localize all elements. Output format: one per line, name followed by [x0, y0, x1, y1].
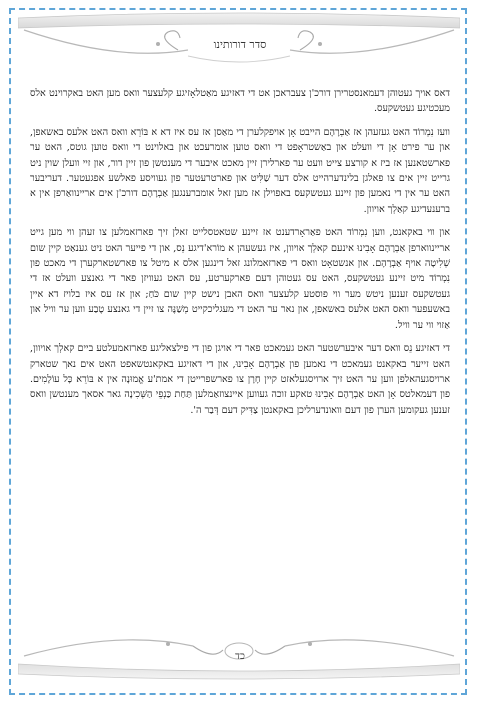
document-body — [30, 86, 450, 621]
paragraph: דאס אויך געטוהן דעמאנסטרירן דורכ'ן צעבראכן אט די דאזיגע מאַטלאָזיגע קלעצער וואס מען האט באקרוינט אלס מעכטיגע געטשקעס. — [30, 88, 450, 115]
page-number: כד — [235, 651, 245, 662]
paragraph: וועז נִמְרוֹד האט געזעהן אז אַבְרָהָם הייבט אָן אויפקלערן די מאַסן אז עס איז דא א בּוֹרֵא וואס האט אלעס באשאפן, און ער פירט אָן די וועלט און באַשטראָפט די וואס טוען אומרעכט און באלוינט די וואס טוען גוטס, האט ער פארשטאנען אז ביז א קורצע צייט וועט ער פארלירן זיין מאכט איבער די מענטשן פון זיין דור, און זיי וועלן שוין ניט גרייט זיין אים צו פאלגן בלינדערהייט אלס דער שַׁלִּיט און פארטרעטער פון געוויסע פאלשע אפגעטער. דעריבער האט ער אין די נאמען פון זיינע געטשקעס באפוילן אז מען זאל אומברענגען אַבְרָהָם דורכ'ן אים אריינוואַרפן אין א ברענעדיגע קאַלְך אויוון. — [30, 126, 450, 215]
footer-ornament — [18, 620, 460, 680]
paragraph: און ווי באקאנט, ווען נִמְרוֹד האט פאַראָרדענט אז זיינע שטאטסלייט זאלן זיך פארזאמלען צו זעהן ווי מען גייט אריינווארפן אַבְרָהָם אָבִינוּ אינעם קאלְך אויוון, איז געשעהן א מוֹרא'דיגע נֵס, און די פייער האט ניט גענאַט קיין שום שְׁלִיטָה אויף אַבְרָהָם. און אנשטאָט וואס די פארזאמלונג זאל דינגען אלס א מיטל צו פארשטארקערן די מאכט פון נִמְרוֹד מיט זיינע געטשקעס, האט עס געטוהן דעם פארקערטע, עס האט געוויזן פאר די גאנצע וועלט אז די געטשקעס זענען ניטש מער ווי פוסטע קלעצער וואס האבן נישט קיין שום כֹּחַ; און אז עס איז בלויז דא איין באשעפער וואס האט אלעס באשאפן, און נאר ער האט די מעגליכקייט מְשַׁנֶּה צו זיין די גאנצע טֶבַע ווען ער וויל און אַזוי ווי ער וויל. — [30, 227, 450, 331]
page-header-title: סדר דורותינו — [213, 38, 267, 51]
paragraph: די דאזיגע נֵס וואס דער איבערשטער האט געמאכט פאר די אויגן פון די פילצאליגע פארזאמעלטע ביים קאלְך אויוון, האט זייער באקאנט געמאכט די נאמען פון אַבְרָהָם אָבִינוּ, און די דאזיגע באקאנטשאפט האט אים נאך שטארק ארויסגעהאלפן ווען ער האט זיך ארויסגעלאזט קיין חָרָן צו פארשפרייטן די אמת'ע אֱמוּנָה אין א בּוֹרֵא כָּל עוֹלָמִים. פון דעמאלטס אָן האט אַבְרָהָם אָבִינוּ טאקע זוכה געווען איינצוזאַמלען תַּחַת כַּנְפֵי הַשְּׁכִינָה גאר אסאך מענטשן וואס זענען געקומען הערן פון דעם וואונדערליכן באקאנטן צַדִּיק דעם דְּבַר ה'. — [30, 343, 450, 416]
